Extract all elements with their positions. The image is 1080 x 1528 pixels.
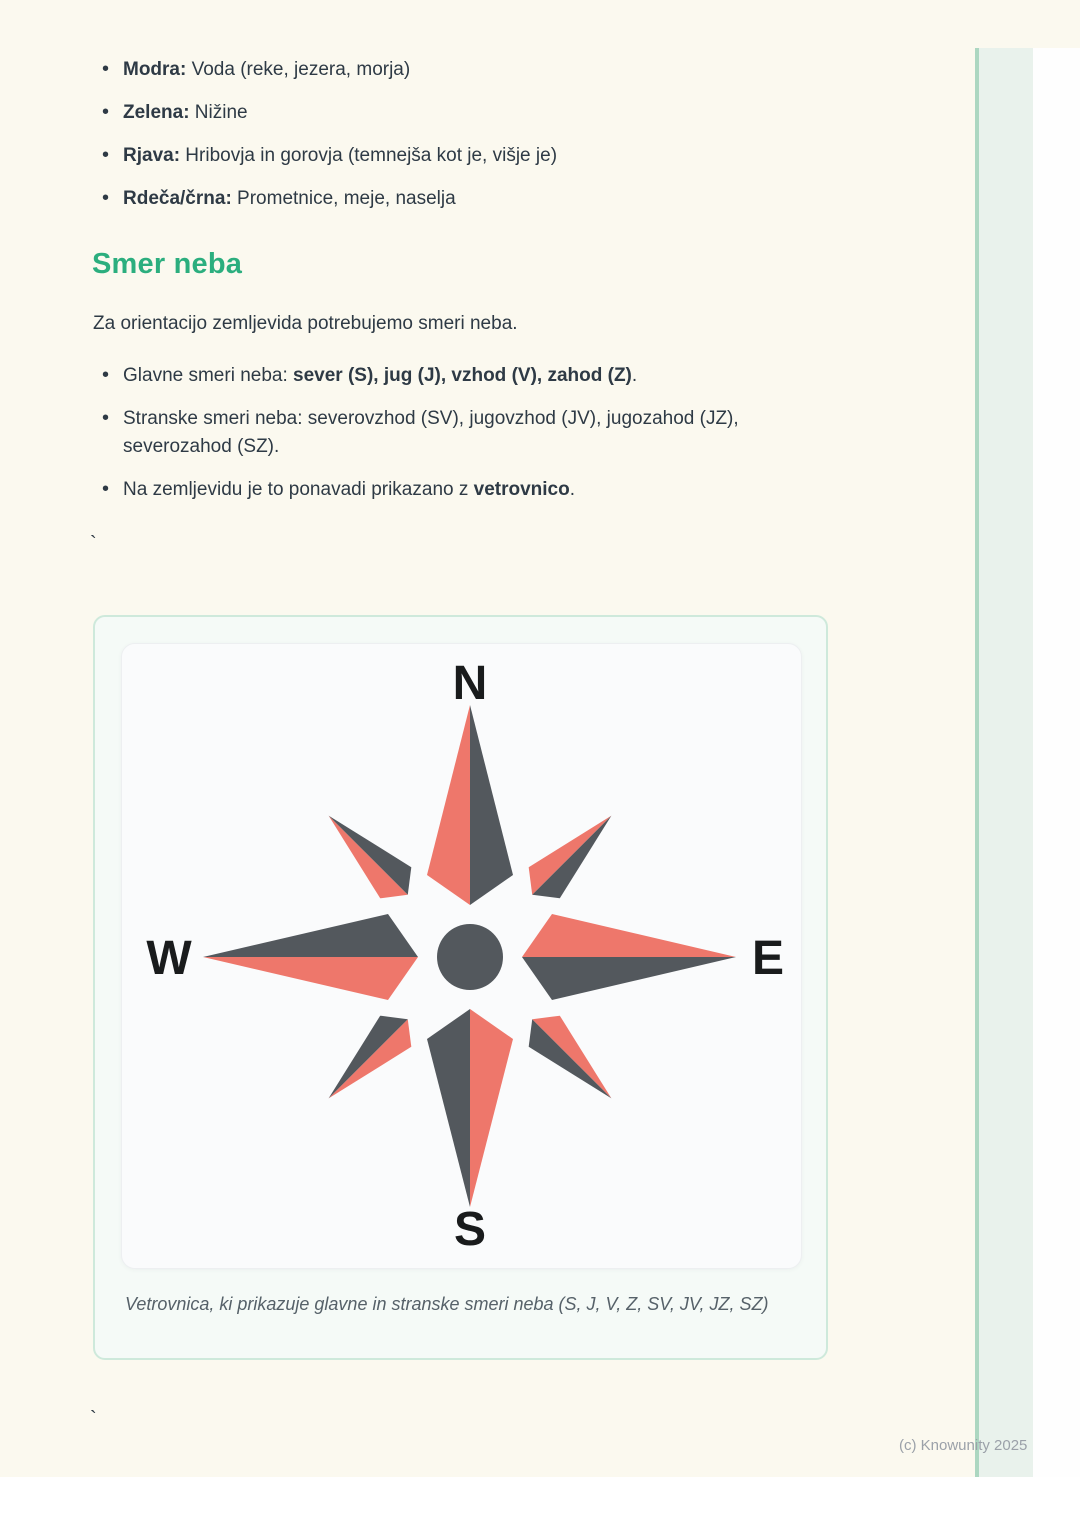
page-edge-bar — [975, 48, 1033, 1477]
compass-label-south: S — [453, 1203, 487, 1256]
stray-backtick: ` — [90, 1408, 97, 1430]
direction-text: . — [569, 479, 576, 500]
direction-text: . — [631, 365, 638, 386]
legend-definition: Nižine — [189, 102, 248, 123]
compass-label-west: W — [146, 932, 192, 985]
list-item — [93, 476, 788, 504]
section-heading: Smer neba — [92, 248, 243, 280]
list-item — [93, 185, 853, 213]
list-item — [93, 362, 788, 390]
direction-text: Stranske smeri neba: severovzhod (SV), jugovzhod (JV), jugozahod (JZ), severozahod (SZ). — [123, 408, 739, 457]
legend-definition: Hribovja in gorovja (temnejša kot je, višje je) — [180, 145, 558, 166]
legend-definition: Voda (reke, jezera, morja) — [186, 59, 411, 80]
legend-term: Zelena: — [123, 102, 190, 123]
stray-backtick: ` — [90, 533, 97, 555]
list-item — [93, 405, 788, 461]
direction-bold: sever (S), jug (J), vzhod (V), zahod (Z) — [293, 365, 632, 386]
list-item — [93, 56, 853, 84]
list-item — [93, 99, 853, 127]
direction-bold: vetrovnico — [473, 479, 570, 500]
legend-term: Modra: — [123, 59, 187, 80]
list-item — [93, 142, 853, 170]
direction-text: Na zemljevidu je to ponavadi prikazano z — [123, 479, 474, 500]
figure-card — [93, 615, 828, 1360]
map-colors-list — [93, 56, 853, 228]
direction-text: Glavne smeri neba: — [123, 365, 294, 386]
legend-term: Rdeča/črna: — [123, 188, 232, 209]
intro-paragraph: Za orientacijo zemljevida potrebujemo smeri neba. — [93, 313, 518, 334]
copyright-text: (c) Knowunity 2025 — [899, 1437, 1028, 1454]
compass-label-north: N — [452, 657, 488, 710]
page-right-margin — [1033, 48, 1080, 1477]
legend-definition: Prometnice, meje, naselja — [231, 188, 456, 209]
compass-rose-icon — [122, 644, 801, 1268]
compass-hub — [437, 924, 503, 990]
compass-image-panel — [121, 643, 802, 1269]
legend-term: Rjava: — [123, 145, 181, 166]
directions-list — [93, 362, 788, 519]
compass-label-east: E — [751, 932, 785, 985]
figure-caption: Vetrovnica, ki prikazuje glavne in stranske smeri neba (S, J, V, Z, SV, JV, JZ, SZ) — [125, 1294, 769, 1314]
